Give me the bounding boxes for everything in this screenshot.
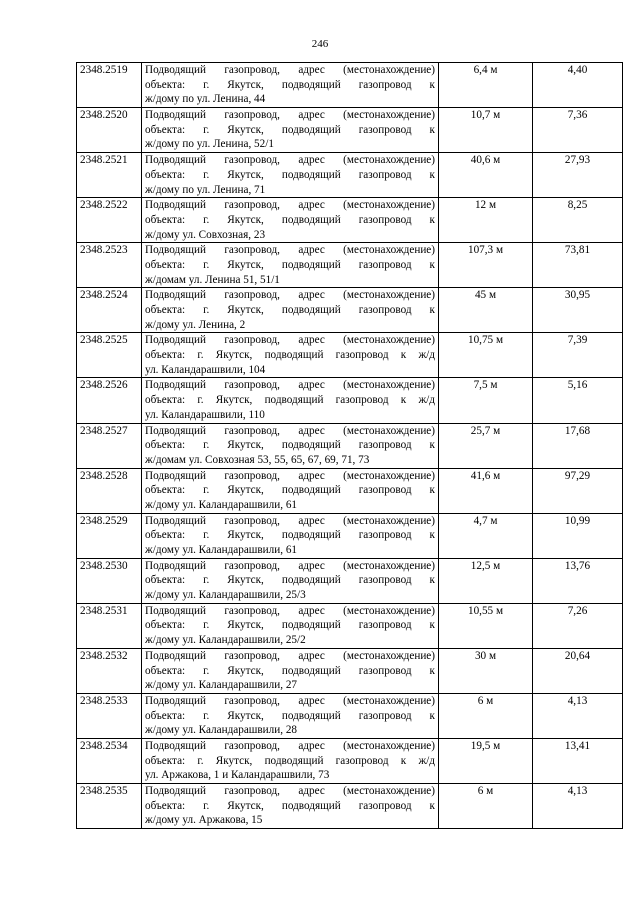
length-cell: 10,7 м bbox=[439, 108, 533, 153]
description-line: Подводящий газопровод, адрес (местонахождение) bbox=[145, 379, 435, 392]
length-cell: 12 м bbox=[439, 198, 533, 243]
description-line: Подводящий газопровод, адрес (местонахождение) bbox=[145, 289, 435, 302]
value-cell: 97,29 bbox=[533, 468, 623, 513]
description-line: Подводящий газопровод, адрес (местонахождение) bbox=[145, 649, 435, 662]
description-line: объекта: г. Якутск, подводящий газопровод к bbox=[145, 439, 435, 452]
length-cell: 107,3 м bbox=[439, 243, 533, 288]
object-description-cell bbox=[142, 153, 439, 198]
description-line: объекта: г. Якутск, подводящий газопровод к ж/д bbox=[145, 349, 435, 362]
length-cell: 4,7 м bbox=[439, 513, 533, 558]
description-line: ж/дому по ул. Ленина, 44 bbox=[145, 93, 266, 106]
object-code-cell: 2348.2534 bbox=[77, 738, 142, 783]
length-cell: 6,4 м bbox=[439, 63, 533, 108]
description-line: Подводящий газопровод, адрес (местонахождение) bbox=[145, 785, 435, 797]
table-row bbox=[77, 378, 623, 423]
object-description-cell bbox=[142, 468, 439, 513]
object-code-cell: 2348.2530 bbox=[77, 558, 142, 603]
object-code-cell: 2348.2520 bbox=[77, 108, 142, 153]
object-code-cell: 2348.2521 bbox=[77, 153, 142, 198]
table-row bbox=[77, 784, 623, 829]
object-code-cell: 2348.2523 bbox=[77, 243, 142, 288]
description-line: ж/дому ул. Аржакова, 15 bbox=[145, 814, 263, 827]
object-description-cell bbox=[142, 243, 439, 288]
length-cell: 10,75 м bbox=[439, 333, 533, 378]
length-cell: 40,6 м bbox=[439, 153, 533, 198]
object-description-cell bbox=[142, 108, 439, 153]
value-cell: 13,41 bbox=[533, 738, 623, 783]
length-cell: 7,5 м bbox=[439, 378, 533, 423]
description-line: ул. Каландарашвили, 104 bbox=[145, 363, 266, 376]
description-line: Подводящий газопровод, адрес (местонахождение) bbox=[145, 694, 435, 707]
description-line: ж/домам ул. Ленина 51, 51/1 bbox=[145, 273, 280, 286]
description-line: объекта: г. Якутск, подводящий газопровод к bbox=[145, 709, 435, 722]
table-row bbox=[77, 513, 623, 558]
length-cell: 10,55 м bbox=[439, 603, 533, 648]
length-cell: 41,6 м bbox=[439, 468, 533, 513]
table-row bbox=[77, 288, 623, 333]
object-code-cell: 2348.2522 bbox=[77, 198, 142, 243]
object-code-cell: 2348.2527 bbox=[77, 423, 142, 468]
description-line: объекта: г. Якутск, подводящий газопровод к bbox=[145, 168, 435, 181]
value-cell: 7,26 bbox=[533, 603, 623, 648]
description-line: ул. Каландарашвили, 110 bbox=[145, 408, 265, 421]
description-line: объекта: г. Якутск, подводящий газопровод к bbox=[145, 78, 435, 91]
description-line: объекта: г. Якутск, подводящий газопровод к bbox=[145, 258, 435, 271]
length-cell: 19,5 м bbox=[439, 738, 533, 783]
description-line: ж/дому ул. Каландарашвили, 25/2 bbox=[145, 634, 306, 647]
table-row bbox=[77, 693, 623, 738]
value-cell: 4,40 bbox=[533, 63, 623, 108]
table-row bbox=[77, 558, 623, 603]
value-cell: 27,93 bbox=[533, 153, 623, 198]
value-cell: 13,76 bbox=[533, 558, 623, 603]
length-cell: 45 м bbox=[439, 288, 533, 333]
description-line: ж/дому ул. Каландарашвили, 61 bbox=[145, 544, 298, 556]
value-cell: 7,36 bbox=[533, 108, 623, 153]
object-code-cell: 2348.2531 bbox=[77, 603, 142, 648]
value-cell: 73,81 bbox=[533, 243, 623, 288]
value-cell: 4,13 bbox=[533, 784, 623, 829]
description-line: Подводящий газопровод, адрес (местонахождение) bbox=[145, 469, 435, 482]
object-description-cell bbox=[142, 198, 439, 243]
description-line: Подводящий газопровод, адрес (местонахождение) bbox=[145, 334, 435, 347]
value-cell: 10,99 bbox=[533, 513, 623, 558]
length-cell: 6 м bbox=[439, 784, 533, 829]
object-code-cell: 2348.2533 bbox=[77, 693, 142, 738]
object-description-cell bbox=[142, 378, 439, 423]
value-cell: 7,39 bbox=[533, 333, 623, 378]
object-code-cell: 2348.2525 bbox=[77, 333, 142, 378]
description-line: объекта: г. Якутск, подводящий газопровод к bbox=[145, 574, 435, 587]
description-line: ж/дому ул. Каландарашвили, 27 bbox=[145, 679, 298, 692]
description-line: Подводящий газопровод, адрес (местонахождение) bbox=[145, 559, 435, 572]
table-row bbox=[77, 648, 623, 693]
object-code-cell: 2348.2535 bbox=[77, 784, 142, 829]
object-code-cell: 2348.2519 bbox=[77, 63, 142, 108]
gas-pipeline-registry-table bbox=[76, 62, 623, 829]
description-line: объекта: г. Якутск, подводящий газопровод к ж/д bbox=[145, 394, 435, 407]
value-cell: 20,64 bbox=[533, 648, 623, 693]
description-line: Подводящий газопровод, адрес (местонахождение) bbox=[145, 154, 435, 167]
value-cell: 4,13 bbox=[533, 693, 623, 738]
description-line: ж/дому ул. Ленина, 2 bbox=[145, 318, 246, 331]
object-code-cell: 2348.2532 bbox=[77, 648, 142, 693]
value-cell: 8,25 bbox=[533, 198, 623, 243]
object-code-cell: 2348.2524 bbox=[77, 288, 142, 333]
table-row bbox=[77, 603, 623, 648]
description-line: Подводящий газопровод, адрес (местонахождение) bbox=[145, 739, 435, 752]
description-line: ж/дому ул. Совхозная, 23 bbox=[145, 228, 266, 241]
description-line: Подводящий газопровод, адрес (местонахождение) bbox=[145, 244, 435, 257]
table-row bbox=[77, 468, 623, 513]
object-description-cell bbox=[142, 288, 439, 333]
value-cell: 17,68 bbox=[533, 423, 623, 468]
object-description-cell bbox=[142, 693, 439, 738]
object-code-cell: 2348.2526 bbox=[77, 378, 142, 423]
description-line: Подводящий газопровод, адрес (местонахождение) bbox=[145, 514, 435, 527]
description-line: ж/дому ул. Каландарашвили, 61 bbox=[145, 498, 298, 511]
description-line: объекта: г. Якутск, подводящий газопровод к bbox=[145, 484, 435, 497]
object-description-cell bbox=[142, 648, 439, 693]
page-number: 246 bbox=[311, 38, 329, 50]
table-row bbox=[77, 63, 623, 108]
length-cell: 12,5 м bbox=[439, 558, 533, 603]
description-line: объекта: г. Якутск, подводящий газопровод к ж/д bbox=[145, 754, 435, 767]
object-description-cell bbox=[142, 513, 439, 558]
value-cell: 5,16 bbox=[533, 378, 623, 423]
object-description-cell bbox=[142, 63, 439, 108]
description-line: объекта: г. Якутск, подводящий газопровод к bbox=[145, 304, 435, 316]
object-description-cell bbox=[142, 558, 439, 603]
description-line: ж/дому по ул. Ленина, 52/1 bbox=[145, 138, 274, 151]
table-row bbox=[77, 198, 623, 243]
object-description-cell bbox=[142, 603, 439, 648]
table-body bbox=[77, 63, 623, 829]
description-line: ж/дому ул. Каландарашвили, 28 bbox=[145, 724, 298, 737]
object-description-cell bbox=[142, 738, 439, 783]
length-cell: 25,7 м bbox=[439, 423, 533, 468]
table-row bbox=[77, 108, 623, 153]
length-cell: 6 м bbox=[439, 693, 533, 738]
description-line: Подводящий газопровод, адрес (местонахождение) bbox=[145, 424, 435, 437]
table-row bbox=[77, 153, 623, 198]
description-line: объекта: г. Якутск, подводящий газопровод к bbox=[145, 619, 435, 632]
description-line: Подводящий газопровод, адрес (местонахождение) bbox=[145, 64, 435, 76]
description-line: ул. Аржакова, 1 и Каландарашвили, 73 bbox=[145, 769, 330, 782]
length-cell: 30 м bbox=[439, 648, 533, 693]
object-description-cell bbox=[142, 333, 439, 378]
table-row bbox=[77, 333, 623, 378]
description-line: ж/дому по ул. Ленина, 71 bbox=[145, 183, 266, 196]
object-code-cell: 2348.2529 bbox=[77, 513, 142, 558]
table-row bbox=[77, 738, 623, 783]
description-line: Подводящий газопровод, адрес (местонахождение) bbox=[145, 199, 435, 212]
value-cell: 30,95 bbox=[533, 288, 623, 333]
object-description-cell bbox=[142, 784, 439, 829]
description-line: Подводящий газопровод, адрес (местонахождение) bbox=[145, 604, 435, 617]
description-line: объекта: г. Якутск, подводящий газопровод к bbox=[145, 213, 435, 226]
table-row bbox=[77, 243, 623, 288]
table-row bbox=[77, 423, 623, 468]
description-line: объекта: г. Якутск, подводящий газопровод к bbox=[145, 664, 435, 677]
description-line: ж/домам ул. Совхозная 53, 55, 65, 67, 69, 71, 73 bbox=[145, 453, 370, 466]
description-line: объекта: г. Якутск, подводящий газопровод к bbox=[145, 799, 435, 812]
description-line: объекта: г. Якутск, подводящий газопровод к bbox=[145, 529, 435, 542]
description-line: Подводящий газопровод, адрес (местонахождение) bbox=[145, 109, 435, 122]
object-description-cell bbox=[142, 423, 439, 468]
object-code-cell: 2348.2528 bbox=[77, 468, 142, 513]
description-line: объекта: г. Якутск, подводящий газопровод к bbox=[145, 123, 435, 136]
description-line: ж/дому ул. Каландарашвили, 25/3 bbox=[145, 589, 306, 602]
